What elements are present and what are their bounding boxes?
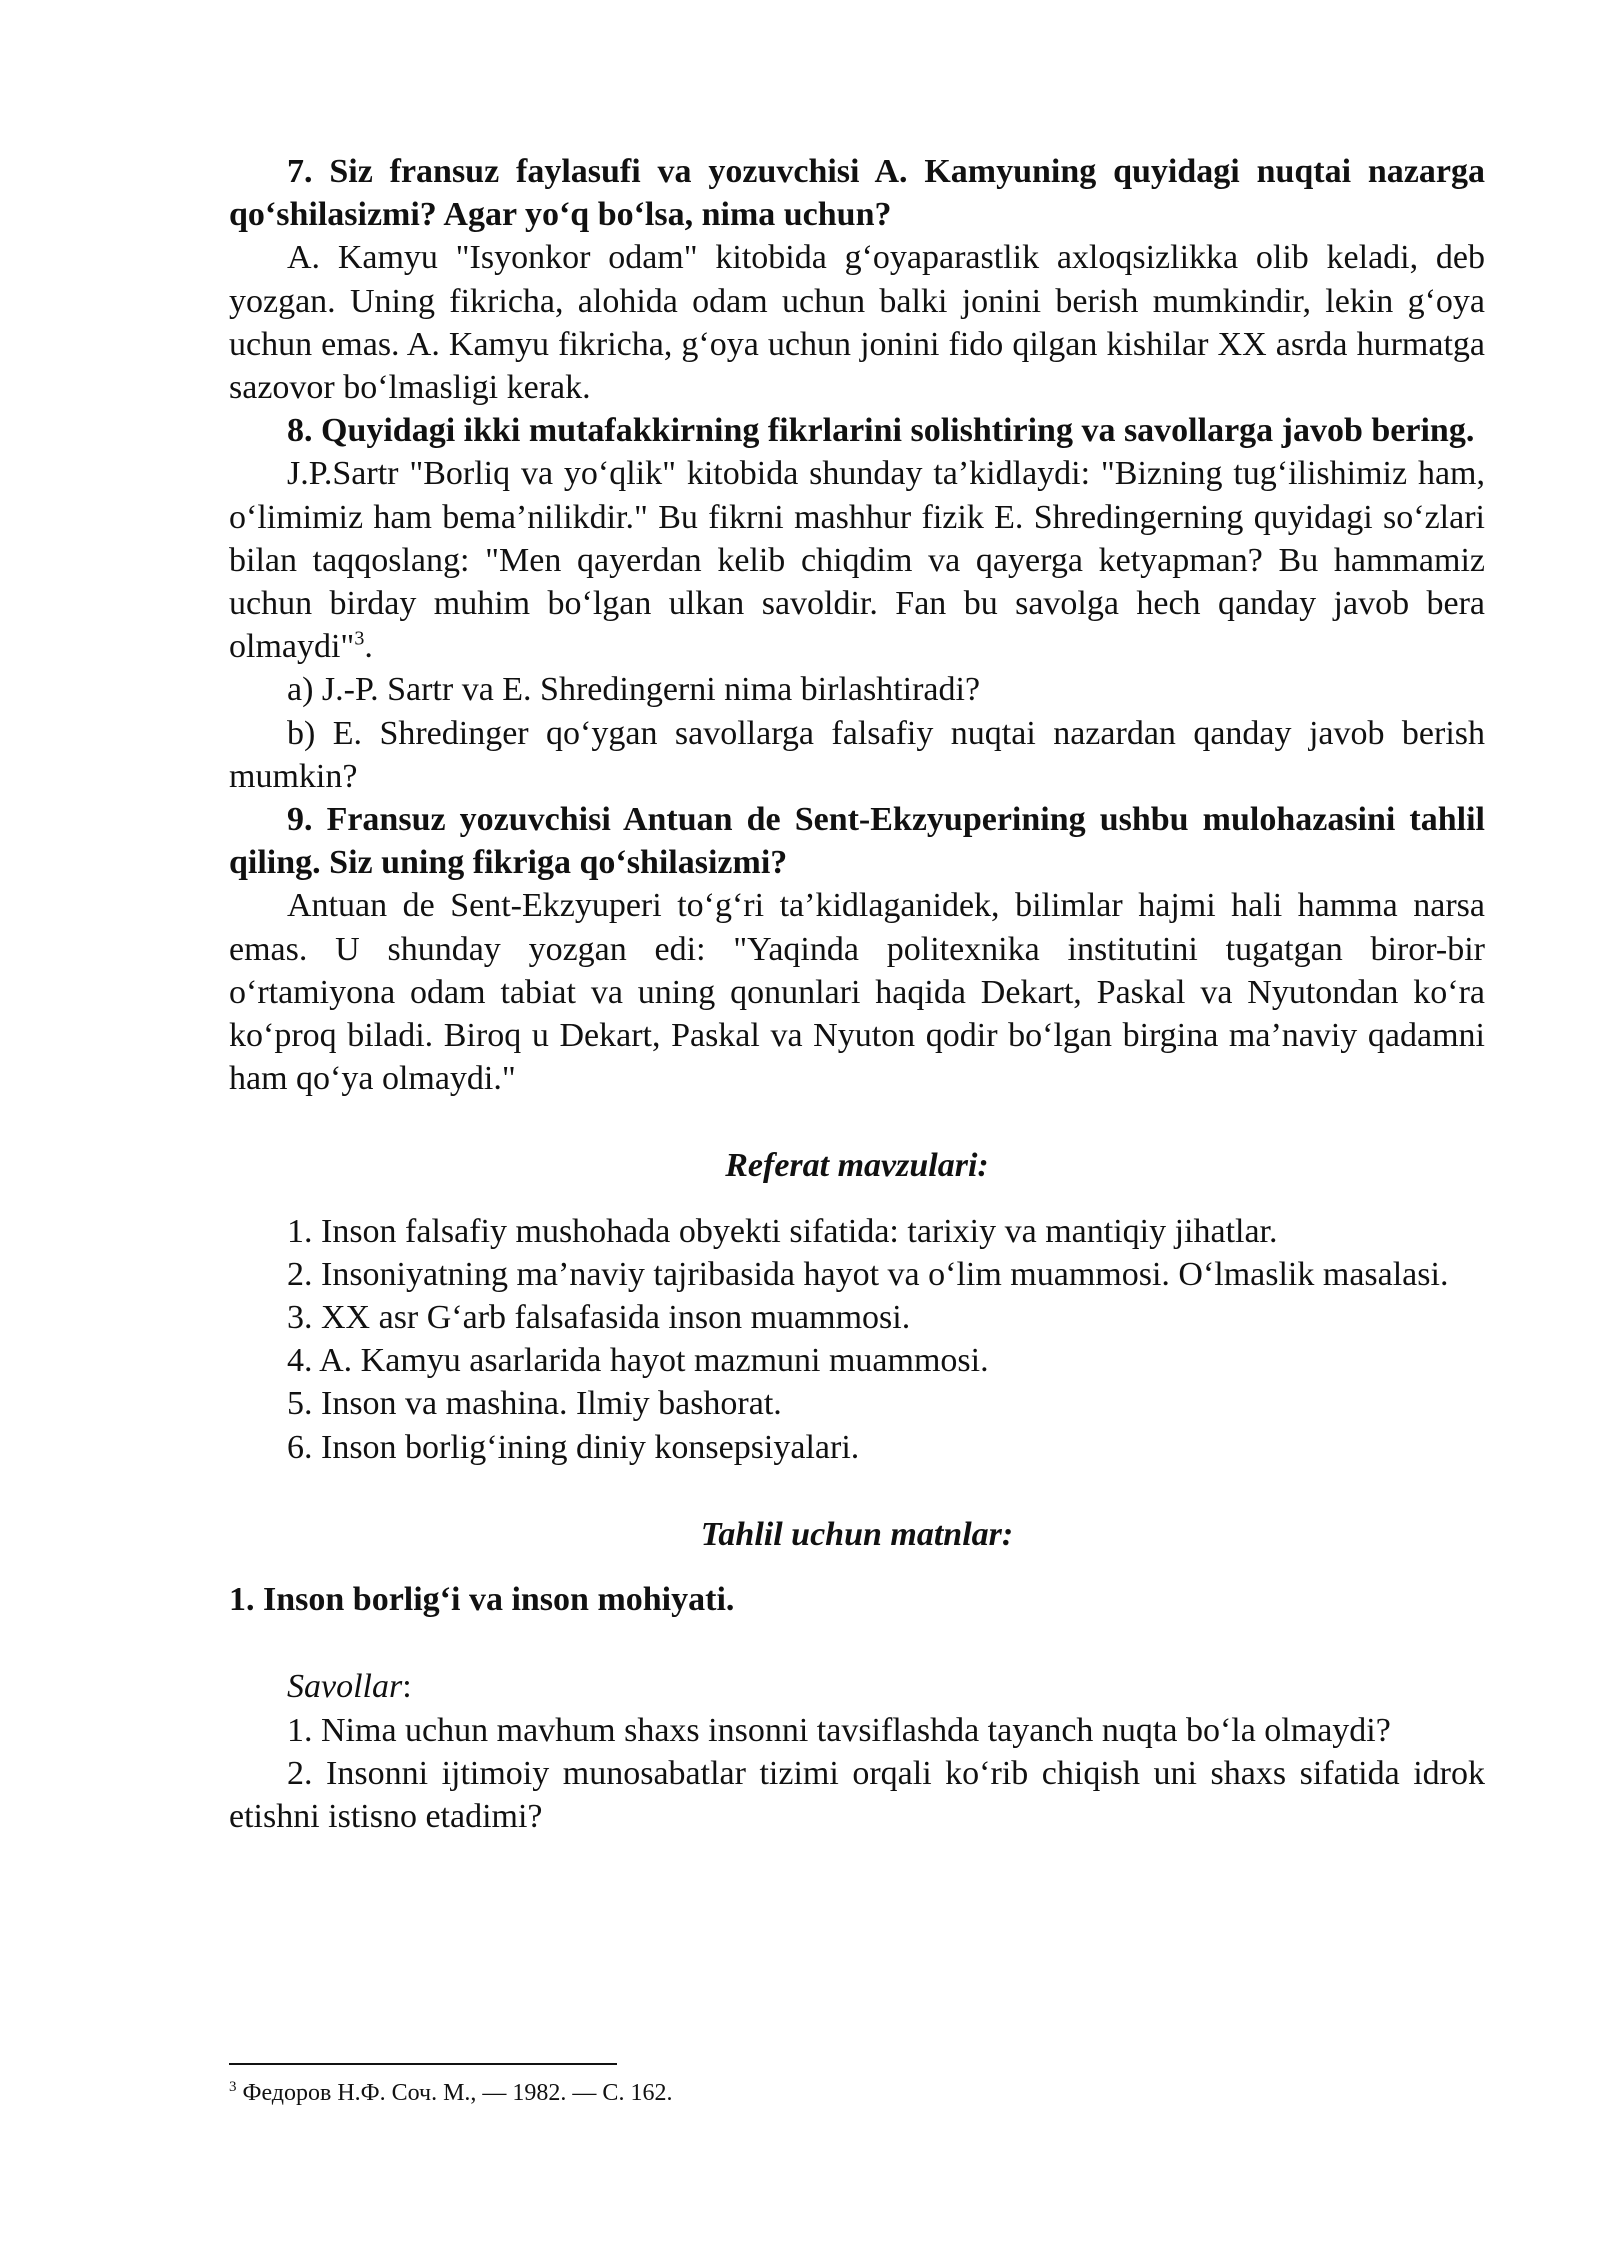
question-7-heading: 7. Siz fransuz faylasufi va yozuvchisi A. Kamyuning quyidagi nuqtai nazarga qo‘shilasizmi? Agar yo‘q bo‘lsa, nima uchun? [229, 153, 1485, 234]
page-body [229, 150, 1485, 1838]
referat-item: 5. Inson va mashina. Ilmiy bashorat. [287, 1385, 782, 1423]
savollar-question: 2. Insonni ijtimoiy munosabatlar tizimi orqali ko‘rib chiqish uni shaxs sifatida idrok etishni istisno etadimi? [229, 1754, 1485, 1835]
footnote-reference[interactable]: 3 [354, 627, 365, 650]
question-8-end: . [364, 628, 373, 666]
question-8-sub-b: b) E. Shredinger qo‘ygan savollarga falsafiy nuqtai nazardan qanday javob berish mumkin? [229, 714, 1485, 795]
footnote-divider [229, 2063, 617, 2065]
savollar-label-text: Savollar [287, 1668, 403, 1706]
savollar-question: 1. Nima uchun mavhum shaxs insonni tavsiflashda tayanch nuqta bo‘la olmaydi? [287, 1711, 1391, 1749]
referat-item: 1. Inson falsafiy mushohada obyekti sifatida: tarixiy va mantiqiy jihatlar. [287, 1212, 1278, 1250]
referat-item: 6. Inson borlig‘ining diniy konsepsiyalari. [287, 1428, 860, 1466]
footnote [229, 2078, 1485, 2108]
footnote-text: Федоров Н.Ф. Соч. М., — 1982. — С. 162. [236, 2080, 673, 2106]
question-8-heading: 8. Quyidagi ikki mutafakkirning fikrlarini solishtiring va savollarga javob bering. [287, 412, 1475, 450]
tahlil-title: Tahlil uchun matnlar: [700, 1515, 1014, 1553]
question-9-text: Antuan de Sent-Ekzyuperi to‘g‘ri ta’kidlaganidek, bilimlar hajmi hali hamma narsa emas. U shunday yozgan edi: "Yaqinda politexnika institutini tugatgan biror-bir o‘rtamiyona odam tabiat va uning qonunlari haqida Dekart, Paskal va Nyutondan ko‘ra ko‘proq biladi. Biroq u Dekart, Paskal va Nyuton qodir bo‘lgan birgina ma’naviy qadamni ham qo‘ya olmaydi." [229, 887, 1485, 1098]
question-8-sub-a: a) J.-P. Sartr va E. Shredingerni nima birlashtiradi? [287, 671, 981, 709]
section-heading: 1. Inson borlig‘i va inson mohiyati. [229, 1581, 735, 1619]
footnote-number: 3 [229, 2079, 237, 2095]
referat-item: 2. Insoniyatning ma’naviy tajribasida hayot va o‘lim muammosi. O‘lmaslik masalasi. [287, 1255, 1449, 1293]
question-7-text: A. Kamyu "Isyonkor odam" kitobida g‘oyaparastlik axloqsizlikka olib keladi, deb yozgan. Uning fikricha, alohida odam uchun balki jonini berish mumkindir, lekin g‘oya uchun emas. A. Kamyu fikricha, g‘oya uchun jonini fido qilgan kishilar XX asrda hurmatga sazovor bo‘lmasligi kerak. [229, 239, 1485, 407]
referat-item: 3. XX asr G‘arb falsafasida inson muammosi. [287, 1299, 911, 1337]
referat-title: Referat mavzulari: [725, 1147, 989, 1185]
referat-item: 4. A. Kamyu asarlarida hayot mazmuni muammosi. [287, 1342, 989, 1380]
question-8-text [229, 452, 1485, 668]
question-9-heading: 9. Fransuz yozuvchisi Antuan de Sent-Ekzyuperining ushbu mulohazasini tahlil qiling. Siz uning fikriga qo‘shilasizmi? [229, 801, 1485, 882]
question-8-body: J.P.Sartr "Borliq va yo‘qlik" kitobida shunday ta’kidlaydi: "Bizning tug‘ilishimiz ham, o‘limimiz ham bema’nilikdir." Bu fikrni mashhur fizik E. Shredingerning quyidagi so‘zlari bilan taqqoslang: "Men qayerdan kelib chiqdim va qayerga ketyapman? Bu hammamiz uchun birday muhim bo‘lgan ulkan savoldir. Fan bu savolga hech qanday javob bera olmaydi" [229, 455, 1485, 666]
savollar-colon: : [402, 1668, 412, 1706]
savollar-label [229, 1665, 1485, 1708]
